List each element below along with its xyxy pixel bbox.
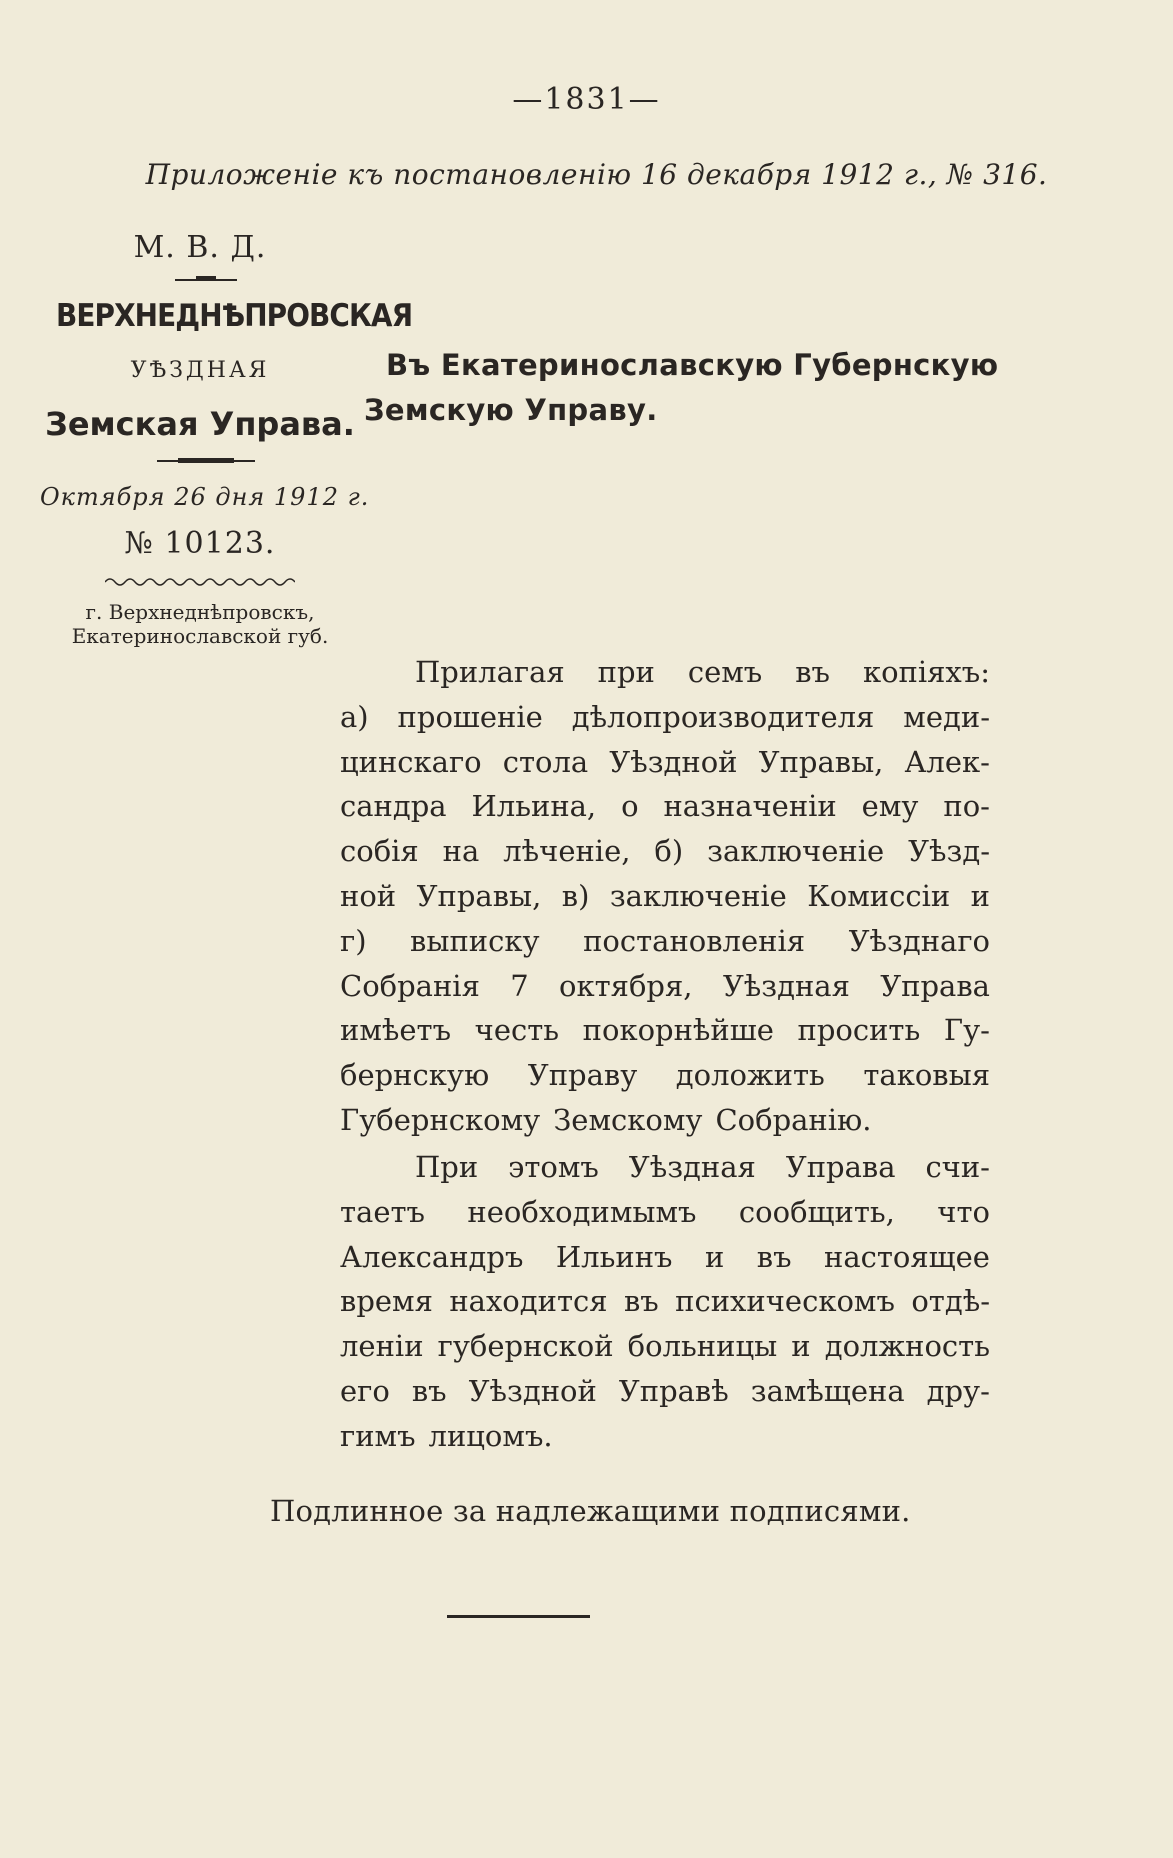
- word: ной: [340, 878, 397, 913]
- word: по-: [943, 789, 990, 824]
- word: Уѣзднаго: [848, 923, 990, 958]
- word: губернской: [437, 1329, 614, 1364]
- word: счи-: [925, 1150, 990, 1184]
- word: стола: [502, 744, 589, 779]
- word: таковыя: [863, 1058, 990, 1093]
- appendix-note: Приложеніе къ постановленію 16 декабря 1912 г., № 316.: [145, 158, 1048, 191]
- word: и: [791, 1329, 811, 1364]
- word: Алек-: [904, 744, 990, 779]
- word: Ильинъ: [555, 1239, 673, 1274]
- word: и: [704, 1239, 725, 1274]
- ornament-rule-middle-center: [178, 458, 234, 463]
- word: выписку: [410, 923, 540, 958]
- word: должность: [824, 1329, 990, 1364]
- word: семъ: [687, 655, 763, 689]
- word: лѣченіе,: [503, 834, 631, 869]
- word: меди-: [903, 699, 990, 734]
- text-line: [340, 1145, 990, 1190]
- word: просить: [797, 1013, 921, 1048]
- body-paragraph-2: [340, 1145, 990, 1459]
- word: лицомъ.: [428, 1418, 553, 1453]
- word: покорнѣйше: [582, 1013, 774, 1048]
- word: сандра: [340, 789, 447, 824]
- word: Уѣздной: [468, 1373, 597, 1408]
- word: Управы,: [758, 744, 884, 779]
- province-name: Екатеринославской губ.: [71, 624, 329, 648]
- word: Александръ: [340, 1239, 524, 1274]
- text-line: [340, 1235, 990, 1280]
- word: что: [937, 1194, 990, 1229]
- word: Прилагая: [415, 655, 565, 689]
- word: о: [621, 789, 639, 824]
- word: Губернскому: [340, 1102, 541, 1137]
- board-name: Земская Управа.: [45, 405, 355, 443]
- word: октября,: [559, 968, 693, 1003]
- text-line: [340, 919, 990, 964]
- word: въ: [756, 1239, 792, 1274]
- word: на: [442, 834, 480, 869]
- word: в): [561, 878, 590, 913]
- text-line: [340, 874, 990, 919]
- word: Собранія: [340, 968, 480, 1003]
- word: Уѣздная: [628, 1150, 756, 1184]
- word: въ: [623, 1284, 659, 1319]
- word: находится: [449, 1284, 608, 1319]
- word: б): [654, 834, 684, 869]
- word: Гу-: [943, 1013, 990, 1048]
- city-name: г. Верхнеднѣпровскъ,: [85, 600, 315, 624]
- text-line: [340, 650, 990, 695]
- word: ему: [861, 789, 919, 824]
- word: леніи: [340, 1329, 424, 1364]
- word: дру-: [926, 1373, 990, 1408]
- word: таетъ: [340, 1194, 425, 1229]
- word: Управу: [527, 1058, 638, 1093]
- word: и: [970, 878, 990, 913]
- addressee-line-1: Въ Екатеринославскую Губернскую: [386, 348, 999, 382]
- word: копіяхъ:: [862, 655, 990, 689]
- word: время: [340, 1284, 433, 1319]
- word: этомъ: [508, 1150, 599, 1184]
- word: 7: [510, 968, 529, 1003]
- text-line: [340, 829, 990, 874]
- word: цинскаго: [340, 744, 482, 779]
- word: бернскую: [340, 1058, 490, 1093]
- word: честь: [474, 1013, 560, 1048]
- body-paragraph-1: [340, 650, 990, 1143]
- text-line: [340, 1190, 990, 1235]
- district-type: УѢЗДНАЯ: [130, 358, 270, 383]
- text-line: [340, 1324, 990, 1369]
- district-name: ВЕРХНЕДНѢПРОВСКАЯ: [56, 298, 413, 334]
- page-number: —1831—: [512, 82, 661, 117]
- word: заключеніе: [609, 878, 787, 913]
- ornament-rule-top-center: [196, 276, 216, 280]
- word: Управа: [880, 968, 990, 1003]
- word: доложить: [675, 1058, 825, 1093]
- word: дѣлопроизводителя: [571, 699, 875, 734]
- word: Управа: [785, 1150, 896, 1184]
- word: гимъ: [340, 1418, 416, 1453]
- word: психическомъ: [675, 1284, 895, 1319]
- word: имѣетъ: [340, 1013, 452, 1048]
- text-line: [340, 740, 990, 785]
- word: постановленія: [583, 923, 806, 958]
- word: Ильина,: [471, 789, 597, 824]
- word: собія: [340, 834, 419, 869]
- word: замѣщена: [750, 1373, 905, 1408]
- text-line: [340, 1008, 990, 1053]
- word: отдѣ-: [911, 1284, 990, 1319]
- text-line: [340, 1369, 990, 1414]
- word: Уѣздная: [722, 968, 850, 1003]
- word: Земскому: [553, 1102, 703, 1137]
- letter-date: Октября 26 дня 1912 г.: [40, 483, 370, 511]
- text-line: [340, 695, 990, 740]
- word: Управы,: [416, 878, 542, 913]
- word: необходимымъ: [467, 1194, 697, 1229]
- word: больницы: [627, 1329, 778, 1364]
- word: Управѣ: [618, 1373, 729, 1408]
- ministry-abbreviation: М. В. Д.: [133, 230, 267, 265]
- word: Уѣзд-: [908, 834, 990, 869]
- text-line: [340, 1053, 990, 1098]
- text-line: [340, 1098, 990, 1143]
- end-rule: [447, 1615, 590, 1618]
- word: въ: [795, 655, 830, 689]
- word: его: [340, 1373, 390, 1408]
- word: Собранію.: [715, 1102, 872, 1137]
- text-line: [340, 1414, 990, 1459]
- word: Комиссіи: [807, 878, 951, 913]
- addressee-line-2: Земскую Управу.: [364, 393, 658, 427]
- word: при: [597, 655, 655, 689]
- word: въ: [411, 1373, 447, 1408]
- letter-number: № 10123.: [124, 526, 276, 561]
- word: Уѣздной: [609, 744, 738, 779]
- word: назначеніи: [663, 789, 837, 824]
- word: г): [340, 923, 367, 958]
- text-line: [340, 1279, 990, 1324]
- word: заключеніе: [707, 834, 885, 869]
- word: настоящее: [824, 1239, 990, 1274]
- word: При: [415, 1150, 479, 1184]
- text-line: [340, 964, 990, 1009]
- word: сообщить,: [738, 1194, 895, 1229]
- word: а): [340, 699, 369, 734]
- closing-line: Подлинное за надлежащими подписями.: [270, 1494, 911, 1528]
- word: прошеніе: [397, 699, 543, 734]
- text-line: [340, 784, 990, 829]
- wavy-divider: [105, 576, 295, 588]
